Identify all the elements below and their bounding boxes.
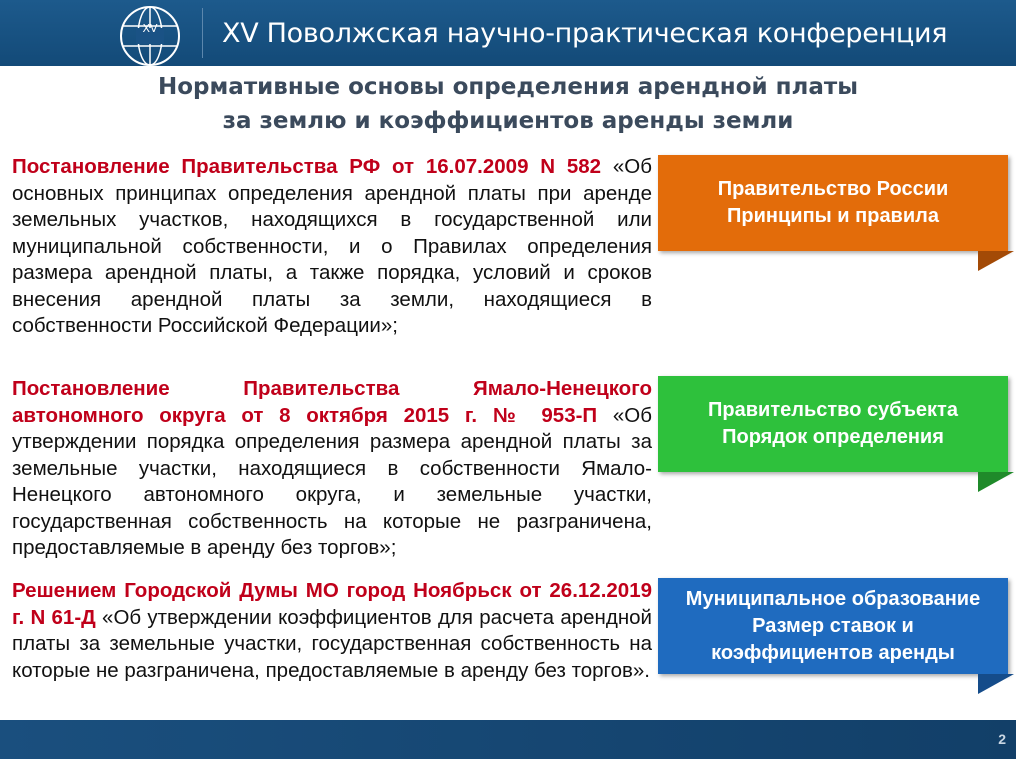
regulation-text: «Об основных принципах определения арендной платы при аренде земельных участков, находящихся в государственной или муниципальной собственности, и о Правилах определения размера арендной платы, а также порядка, условий и сроков внесения арендной платы за земли, находящиеся в собственности Российской Федерации»;	[12, 155, 652, 337]
slide-title-line-2: за землю и коэффициентов аренды земли	[222, 108, 794, 134]
tag-line: Правительство субъекта	[708, 399, 958, 421]
header-bar	[0, 0, 1016, 66]
tag-fold-icon	[978, 674, 1014, 694]
tag-government-subject	[658, 376, 1008, 472]
tag-line: Правительство России	[717, 178, 949, 200]
tag-fold-icon	[978, 251, 1014, 271]
tag-line: Муниципальное образование	[685, 587, 981, 610]
regulation-block-regional	[12, 376, 652, 562]
tag-fold-icon	[978, 472, 1014, 492]
regulation-block-municipal	[12, 578, 652, 684]
header-divider	[202, 8, 203, 58]
page-number: 2	[998, 731, 1006, 747]
tag-municipality	[658, 578, 1008, 674]
tag-line: коэффициентов аренды	[711, 641, 955, 664]
conference-title: XV Поволжская научно-практическая конференция	[222, 18, 948, 49]
tag-line: Порядок определения	[722, 426, 944, 448]
regulation-text: «Об утверждении порядка определения размера арендной платы за земельные участки, находящиеся в собственности Ямало-Ненецкого автономного округа, и земельные участки, государственная собственность на которые не разграничена, предоставляемые в аренду без торгов»;	[12, 403, 652, 559]
logo-text: XV	[142, 22, 158, 35]
tag-line: Размер ставок и	[752, 614, 914, 637]
regulation-title: Решением Городской Думы МО город Ноябрьск от 26.12.2019 г. N 61-Д	[12, 579, 652, 629]
slide-title-line-1: Нормативные основы определения арендной платы	[157, 74, 859, 100]
regulation-text: «Об утверждении коэффициентов для расчета арендной платы за земельные участки, государственная собственность на которые не разграничена, предоставляемые в аренду без торгов».	[12, 605, 652, 682]
slide-title	[0, 70, 1016, 138]
tag-government-russia	[658, 155, 1008, 251]
regulation-title: Постановление Правительства Ямало-Ненецкого автономного округа от 8 октября 2015 г. № 953-П	[12, 377, 652, 427]
regulation-title: Постановление Правительства РФ от 16.07.2009 N 582	[12, 155, 602, 178]
tag-line: Принципы и правила	[727, 205, 939, 227]
footer-bar	[0, 720, 1016, 759]
regulation-block-federal	[12, 154, 652, 340]
globe-logo-icon	[118, 4, 182, 68]
